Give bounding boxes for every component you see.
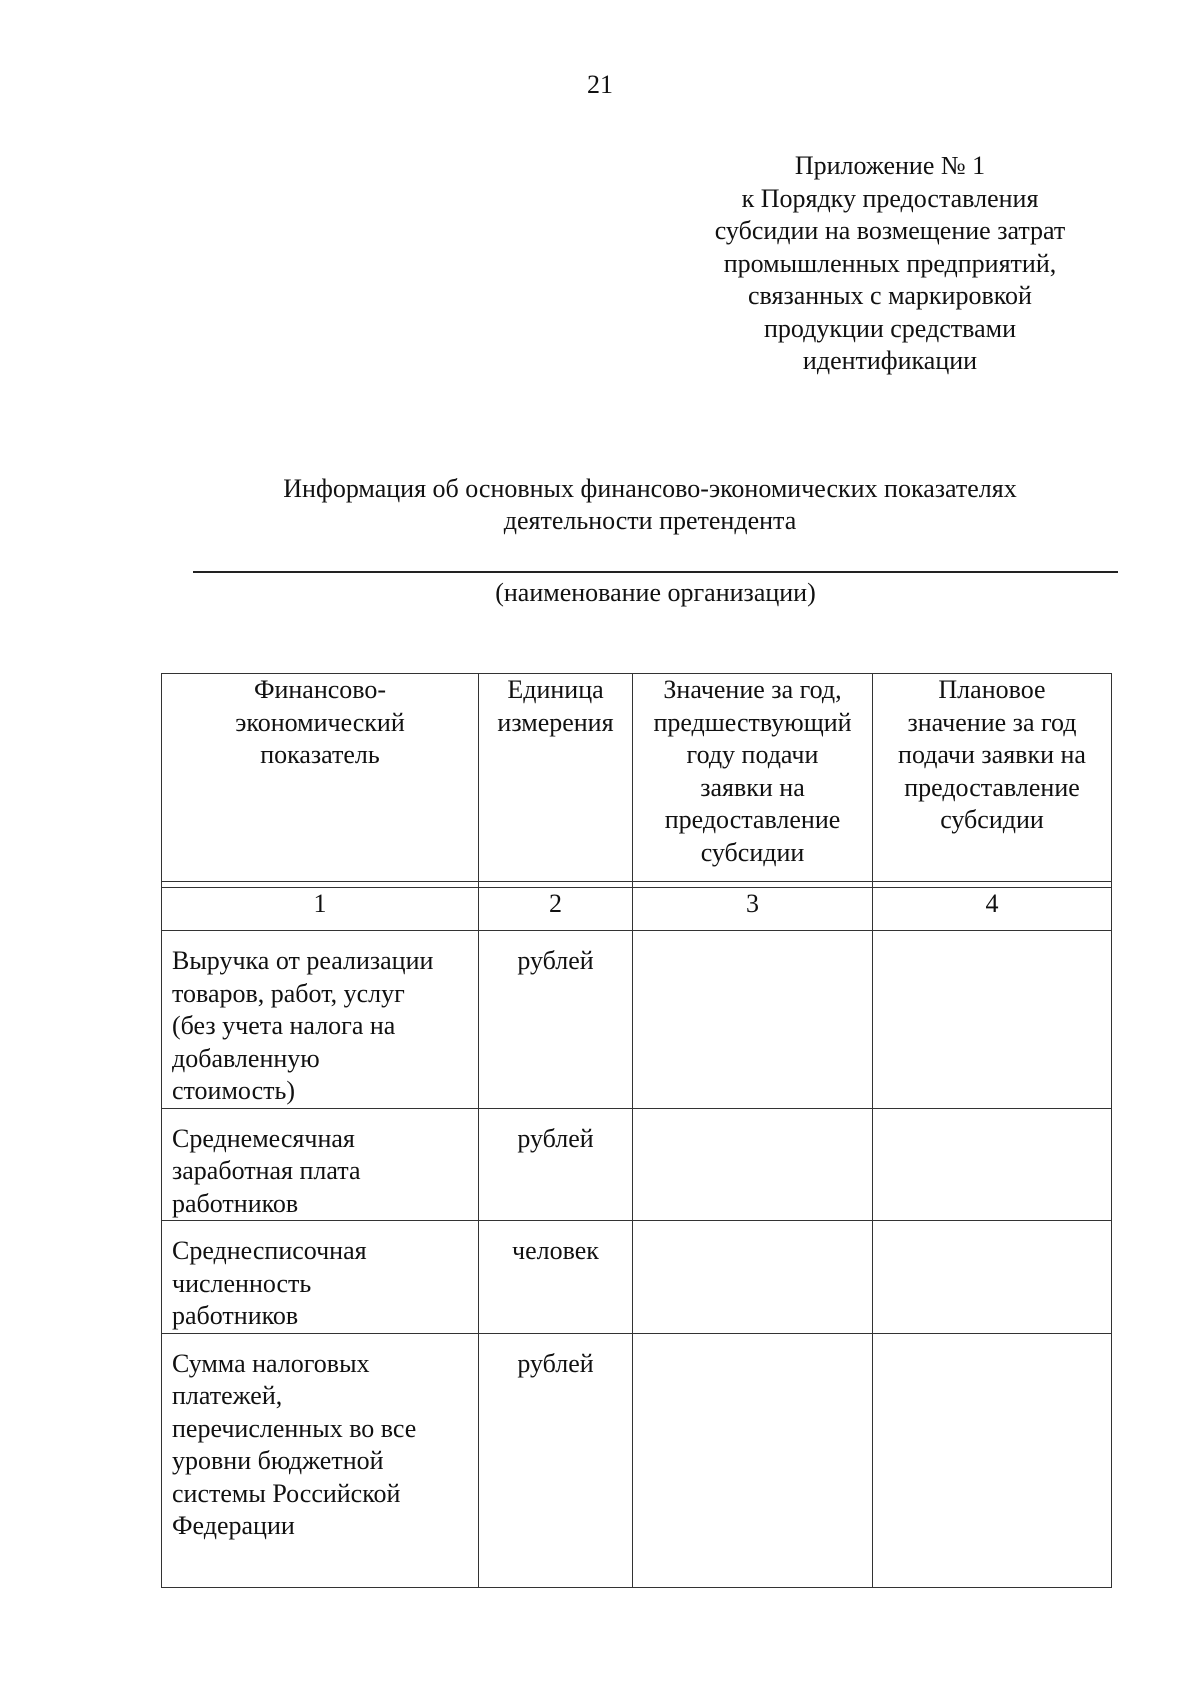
organization-name-caption: (наименование организации) bbox=[495, 578, 816, 607]
table-row bbox=[162, 931, 1112, 1109]
column-number: 3 bbox=[633, 888, 873, 931]
indicator-name: Выручка от реализации товаров, работ, услуг (без учета налога на добавленную стоимость) bbox=[162, 931, 479, 1109]
value-previous-year-cell bbox=[633, 1221, 873, 1334]
appendix-reference bbox=[660, 150, 1120, 378]
table-row bbox=[162, 1108, 1112, 1221]
appendix-line: связанных с маркировкой bbox=[748, 281, 1032, 310]
indicator-name: Сумма налоговых платежей, перечисленных во все уровни бюджетной системы Российской Федерации bbox=[162, 1333, 479, 1587]
column-number-row bbox=[162, 888, 1112, 931]
appendix-line: идентификации bbox=[802, 346, 978, 375]
header-planned-value: Плановое значение за год подачи заявки на предоставление субсидии bbox=[873, 674, 1112, 882]
value-planned-cell bbox=[873, 1221, 1112, 1334]
appendix-line: субсидии на возмещение затрат bbox=[714, 216, 1066, 245]
appendix-line: Приложение № 1 bbox=[794, 151, 986, 180]
header-previous-year-value: Значение за год, предшествующий году подачи заявки на предоставление субсидии bbox=[633, 674, 873, 882]
title-line-1: Информация об основных финансово-экономических показателях bbox=[283, 474, 1017, 503]
column-number: 2 bbox=[479, 888, 633, 931]
header-indicator: Финансово- экономический показатель bbox=[162, 674, 479, 882]
table-row bbox=[162, 1221, 1112, 1334]
title-line-2: деятельности претендента bbox=[503, 506, 797, 535]
column-number: 1 bbox=[162, 888, 479, 931]
indicator-name: Среднемесячная заработная плата работников bbox=[162, 1108, 479, 1221]
value-planned-cell bbox=[873, 1333, 1112, 1587]
document-title bbox=[180, 473, 1120, 537]
financial-indicators-table bbox=[161, 673, 1112, 1588]
value-planned-cell bbox=[873, 931, 1112, 1109]
page-number: 21 bbox=[587, 70, 613, 99]
value-planned-cell bbox=[873, 1108, 1112, 1221]
table-header-row bbox=[162, 674, 1112, 882]
indicator-unit: рублей bbox=[479, 1333, 633, 1587]
appendix-line: промышленных предприятий, bbox=[723, 248, 1057, 278]
column-number: 4 bbox=[873, 888, 1112, 931]
value-previous-year-cell bbox=[633, 1108, 873, 1221]
organization-name-line bbox=[193, 571, 1118, 573]
indicator-unit: человек bbox=[479, 1221, 633, 1334]
appendix-line: к Порядку предоставления bbox=[741, 183, 1039, 213]
table-row bbox=[162, 1333, 1112, 1587]
value-previous-year-cell bbox=[633, 1333, 873, 1587]
indicator-name: Среднесписочная численность работников bbox=[162, 1221, 479, 1334]
header-unit: Единица измерения bbox=[479, 674, 633, 882]
indicator-unit: рублей bbox=[479, 1108, 633, 1221]
appendix-line: продукции средствами bbox=[764, 313, 1016, 343]
value-previous-year-cell bbox=[633, 931, 873, 1109]
indicator-unit: рублей bbox=[479, 931, 633, 1109]
